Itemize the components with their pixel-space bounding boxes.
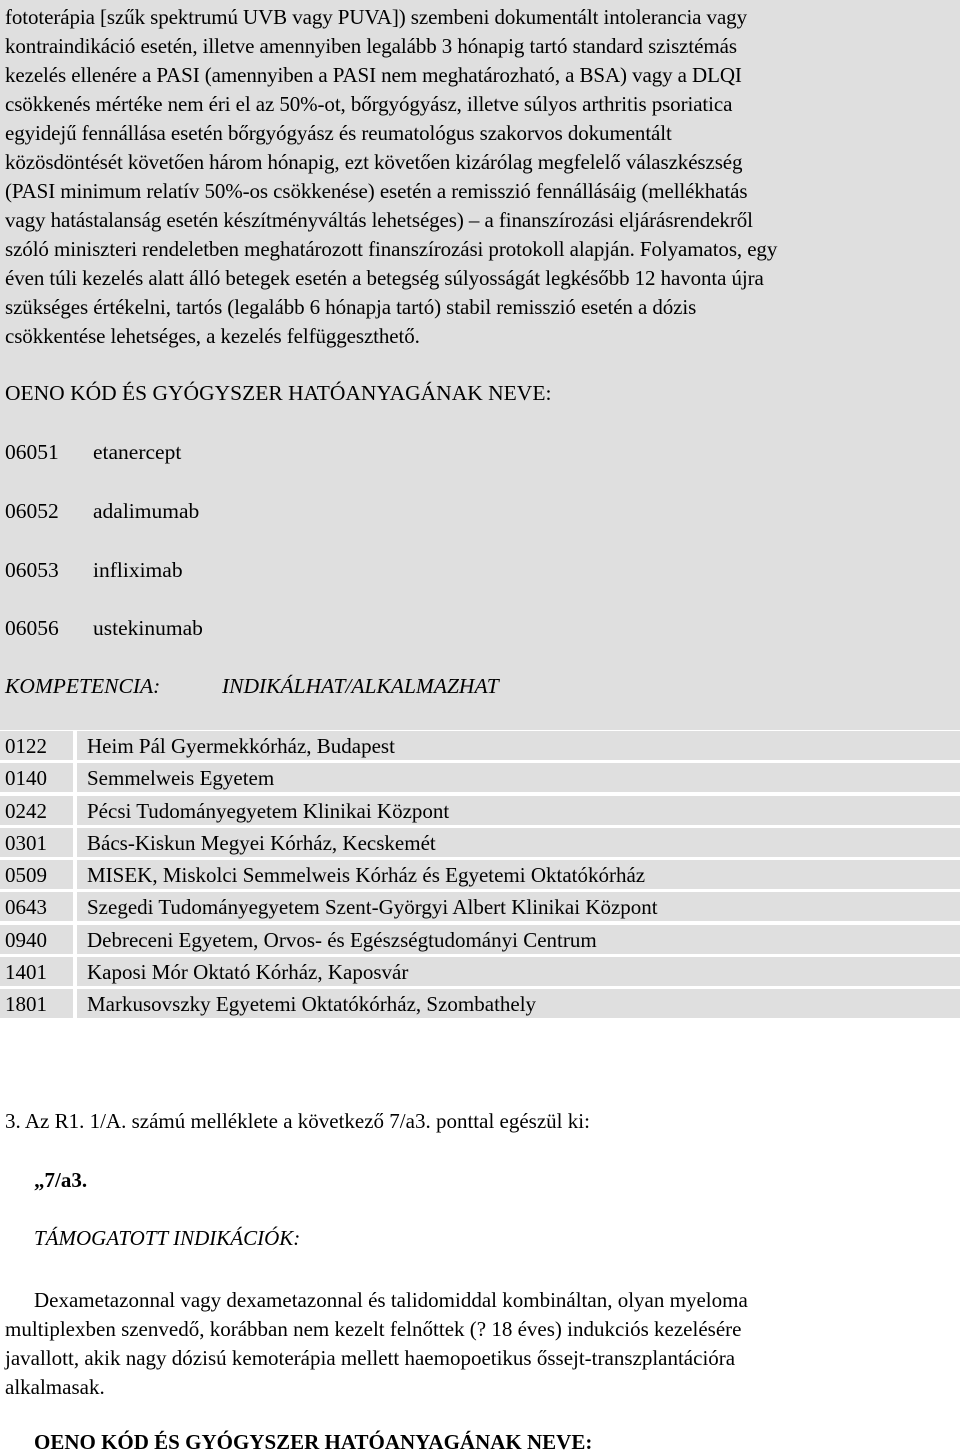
- drug-row: [5, 616, 203, 641]
- paragraph-line: javallott, akik nagy dózisú kemoterápia mellett haemopoetikus őssejt-transzplantációra: [5, 1346, 736, 1370]
- institution-name: Debreceni Egyetem, Orvos- és Egészségtudományi Centrum: [77, 925, 960, 954]
- institution-code: 0242: [0, 796, 73, 825]
- section-3-text: 3. Az R1. 1/A. számú melléklete a következő 7/a3. ponttal egészül ki:: [5, 1109, 590, 1133]
- institution-name: Pécsi Tudományegyetem Klinikai Központ: [77, 796, 960, 825]
- paragraph-line: alkalmasak.: [5, 1375, 105, 1399]
- institution-name: Szegedi Tudományegyetem Szent-Györgyi Albert Klinikai Központ: [77, 892, 960, 921]
- paragraph-line: éven túli kezelés alatt álló betegek esetén a betegség súlyosságát legkésőbb 12 havonta újra: [5, 266, 764, 290]
- institution-code: 0643: [0, 892, 73, 921]
- drug-code: 06052: [5, 499, 59, 523]
- drug-name: adalimumab: [93, 499, 200, 523]
- indication-paragraph-2: [5, 1286, 955, 1402]
- tamogatott-heading: TÁMOGATOTT INDIKÁCIÓK:: [34, 1226, 301, 1250]
- institution-code: 0509: [0, 860, 73, 889]
- drug-name: etanercept: [93, 440, 182, 464]
- institution-name: MISEK, Miskolci Semmelweis Kórház és Egyetemi Oktatókórház: [77, 860, 960, 889]
- paragraph-line: multiplexben szenvedő, korábban nem kezelt felnőttek (? 18 éves) indukciós kezelésére: [5, 1317, 742, 1341]
- kompetencia-value: INDIKÁLHAT/ALKALMAZHAT: [222, 674, 499, 698]
- institution-name: Kaposi Mór Oktató Kórház, Kaposvár: [77, 957, 960, 986]
- institution-code: 0301: [0, 828, 73, 857]
- paragraph-line: szóló miniszteri rendeletben meghatározott finanszírozási protokoll alapján. Folyamatos, egy: [5, 237, 778, 261]
- kompetencia-line: [5, 674, 499, 699]
- paragraph-line: (PASI minimum relatív 50%-os csökkenése) esetén a remisszió fennállásáig (mellékhatás: [5, 179, 748, 203]
- institution-name: Heim Pál Gyermekkórház, Budapest: [77, 731, 960, 760]
- indication-paragraph: [5, 3, 955, 351]
- paragraph-line: Dexametazonnal vagy dexametazonnal és talidomiddal kombináltan, olyan myeloma: [34, 1288, 748, 1312]
- paragraph-line: csökkentése lehetséges, a kezelés felfüggeszthető.: [5, 324, 420, 348]
- point-label: „7/a3.: [34, 1168, 88, 1192]
- institution-code: 0940: [0, 925, 73, 954]
- institution-name: Bács-Kiskun Megyei Kórház, Kecskemét: [77, 828, 960, 857]
- paragraph-line: szükséges értékelni, tartós (legalább 6 hónapja tartó) stabil remisszió esetén a dózis: [5, 295, 697, 319]
- institution-name: Markusovszky Egyetemi Oktatókórház, Szombathely: [77, 989, 960, 1018]
- paragraph-line: kontraindikáció esetén, illetve amennyiben legalább 3 hónapig tartó standard szisztémás: [5, 34, 737, 58]
- paragraph-line: egyidejű fennállása esetén bőrgyógyász és reumatológus szakorvos dokumentált: [5, 121, 672, 145]
- institution-code: 0122: [0, 731, 73, 760]
- drug-name: infliximab: [93, 558, 183, 582]
- institution-code: 0140: [0, 763, 73, 792]
- drug-row: [5, 440, 181, 465]
- oeno-heading: OENO KÓD ÉS GYÓGYSZER HATÓANYAGÁNAK NEVE:: [5, 381, 552, 405]
- paragraph-line: kezelés ellenére a PASI (amennyiben a PASI nem meghatározható, a BSA) vagy a DLQI: [5, 63, 742, 87]
- paragraph-line: közösdöntését követően három hónapig, ezt követően kizárólag megfelelő válaszkészség: [5, 150, 743, 174]
- drug-code: 06056: [5, 616, 59, 640]
- kompetencia-label: KOMPETENCIA:: [5, 674, 161, 698]
- drug-name: ustekinumab: [93, 616, 203, 640]
- institution-code: 1401: [0, 957, 73, 986]
- institution-code: 1801: [0, 989, 73, 1018]
- drug-row: [5, 499, 199, 524]
- drug-row: [5, 558, 183, 583]
- oeno-heading-2: OENO KÓD ÉS GYÓGYSZER HATÓANYAGÁNAK NEVE:: [34, 1430, 593, 1454]
- institution-name: Semmelweis Egyetem: [77, 763, 960, 792]
- paragraph-line: vagy hatástalanság esetén készítményváltás lehetséges) – a finanszírozási eljárásrendekről: [5, 208, 753, 232]
- drug-code: 06051: [5, 440, 59, 464]
- paragraph-line: csökkenés mértéke nem éri el az 50%-ot, bőrgyógyász, illetve súlyos arthritis psoriatica: [5, 92, 733, 116]
- paragraph-line: fototerápia [szűk spektrumú UVB vagy PUVA]) szembeni dokumentált intolerancia vagy: [5, 5, 747, 29]
- drug-code: 06053: [5, 558, 59, 582]
